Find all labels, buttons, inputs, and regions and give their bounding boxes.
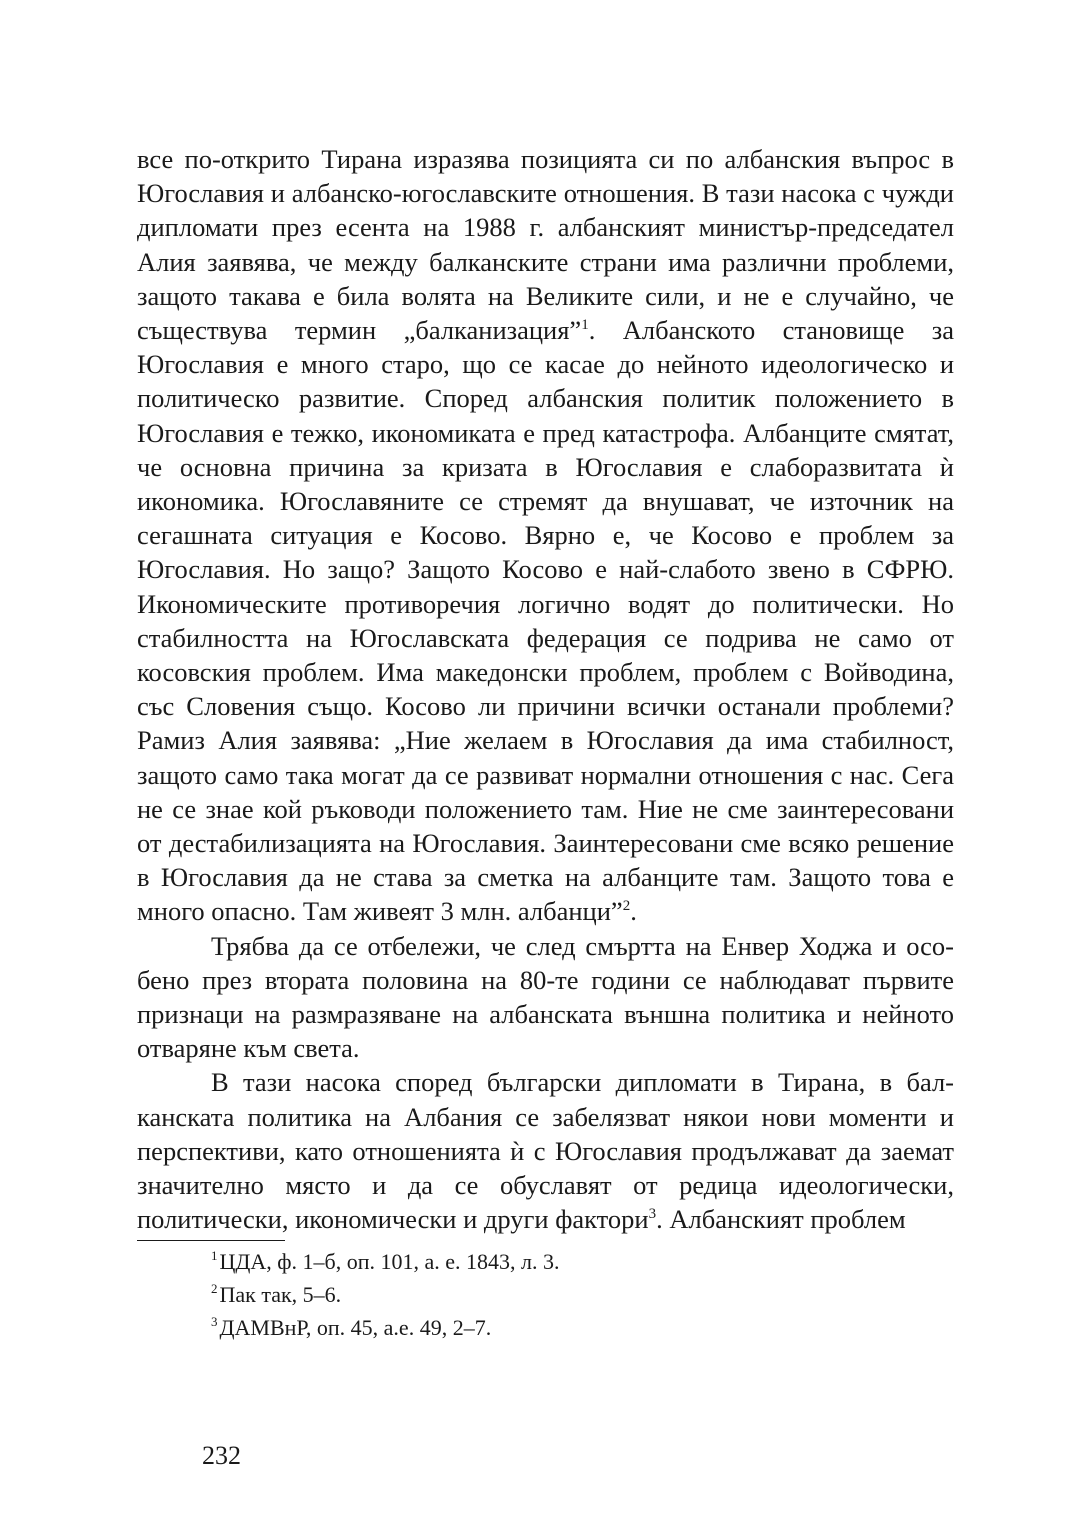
footnote-number: 3 <box>211 1314 218 1330</box>
footnote <box>211 1245 954 1278</box>
page-content <box>137 142 954 1344</box>
paragraph-text: Трябва да се отбележи, че след смъртта на Енвер Ходжа и особено през втората половина на 80-те години се наблюдават първите признаци на размразяване на албанската външна политика и нейното отваряне към света. <box>137 930 954 1064</box>
footnote-reference: 2 <box>622 898 631 915</box>
footnote <box>211 1311 954 1344</box>
footnote-number: 1 <box>211 1248 218 1264</box>
footnotes <box>137 1245 954 1344</box>
paragraph-text: . <box>630 896 637 927</box>
paragraph-text: В тази насока според български дипломати в Тирана, в балканската политика на Албания се забелязват някои нови моменти и перспективи, като отношенията ѝ с Югославия продължават да заемат значително място и да се обуславят от редица идеологически, политически, икономически и други фактори <box>137 1067 954 1235</box>
paragraph <box>137 142 954 929</box>
paragraph-text: все по-открито Тирана изразява позицията си по албанския въпрос в Югославия и албанско-югославските отношения. В тази насока с чужди дипломати през есента на 1988 г. албанският министър-председател Алия заявява, че между балканските страни има различни проблеми, защото такава е била волята на Великите сили, и не е случайно, че съществува термин „балканизация” <box>137 144 954 346</box>
paragraph <box>137 1065 954 1236</box>
footnote-separator <box>137 1240 285 1241</box>
paragraph <box>137 929 954 1066</box>
footnote-reference: 1 <box>581 317 589 334</box>
footnote <box>211 1278 954 1311</box>
footnote-number: 2 <box>211 1281 218 1297</box>
footnote-text: Пак так, 5–6. <box>219 1281 342 1307</box>
paragraph-text: . Албанското становище за Югославия е много старо, що се касае до нейното идеологическо и политическо развитие. Според албанския политик положението в Югославия е тежко, икономиката е пред катастрофа. Албанците смятат, че основна причина за кризата в Югославия е слаборазвитата ѝ икономика. Югославяните се стремят да внушават, че източник на сегашната ситуация е Косово. Вярно е, че Косово е проблем за Югославия. Но защо? Защото Косово е най-слабото звено в СФРЮ. Икономическите противоречия логично водят до политически. Но стабилността на Югославската федерация се подрива не само от косовския проблем. Има македонски проблем, проблем с Войводина, със Словения също. Косово ли причини всички останали проблеми? Рамиз Алия заявява: „Ние желаем в Югославия да има стабилност, защото само така могат да се развиват нормални отношения с нас. Сега не се знае кой ръководи положението там. Ние не сме заинтересовани от дестабилизацията на Югославия. Заинтересовани сме всяко решение в Югославия да не става за сметка на албанците там. Защото това е много опасно. Там живеят 3 млн. албанци” <box>137 315 954 927</box>
footnote-text: ЦДА, ф. 1–б, оп. 101, а. е. 1843, л. 3. <box>219 1248 560 1274</box>
paragraph-text: . Албанският проблем <box>656 1204 906 1235</box>
page-number: 232 <box>202 1441 241 1470</box>
body-text <box>137 142 954 1237</box>
footnote-text: ДАМВнР, оп. 45, а.е. 49, 2–7. <box>219 1314 492 1340</box>
footnote-reference: 3 <box>648 1206 657 1223</box>
